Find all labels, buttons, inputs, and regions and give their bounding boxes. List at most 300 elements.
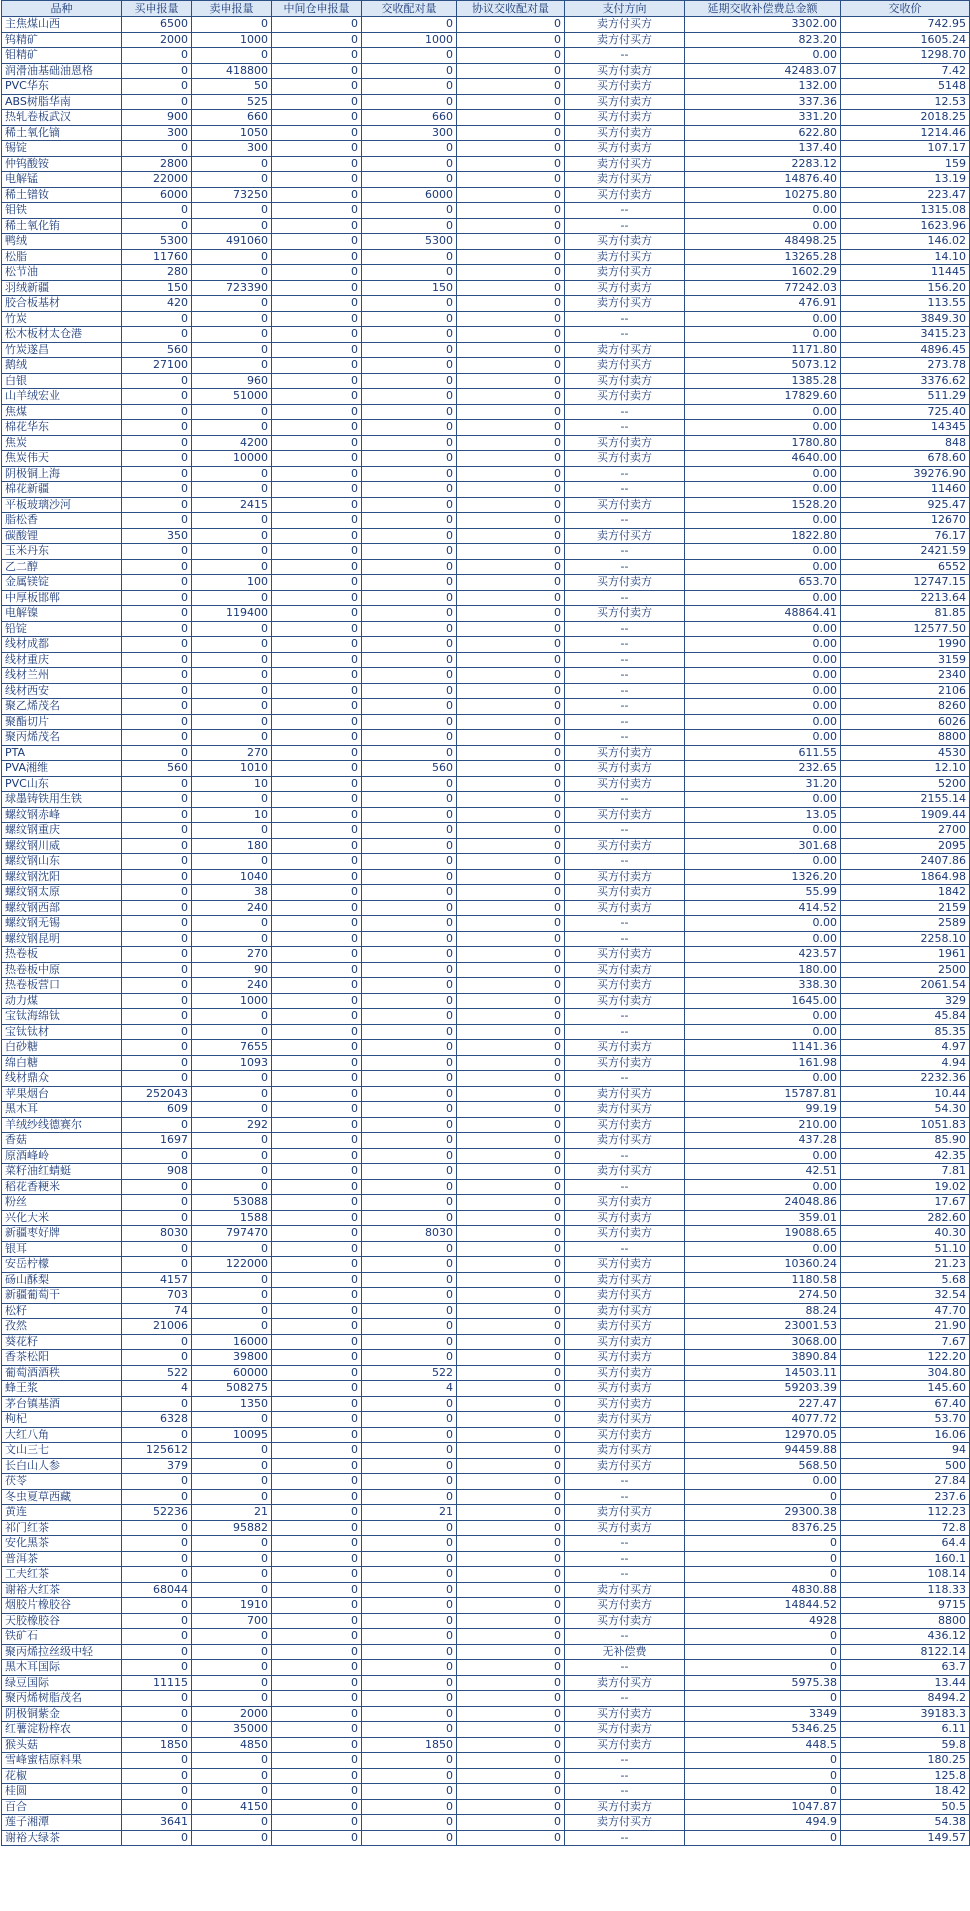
- compensation-total-cell: 0.00: [685, 916, 841, 932]
- delivery-price-cell: 107.17: [841, 141, 970, 157]
- payment-direction-cell: --: [565, 916, 685, 932]
- sell-declared-cell: 960: [192, 373, 272, 389]
- variety-cell: 鹅绒: [2, 358, 122, 374]
- compensation-total-cell: 0: [685, 1629, 841, 1645]
- intermediate-declared-cell: 0: [272, 1288, 362, 1304]
- intermediate-declared-cell: 0: [272, 1055, 362, 1071]
- sell-declared-cell: 0: [192, 1102, 272, 1118]
- delivery-matched-cell: 0: [362, 513, 457, 529]
- compensation-total-cell: 611.55: [685, 745, 841, 761]
- payment-direction-cell: 买方付卖方: [565, 234, 685, 250]
- delivery-price-cell: 2700: [841, 823, 970, 839]
- buy-declared-cell: 0: [122, 652, 192, 668]
- delivery-price-cell: 7.42: [841, 63, 970, 79]
- delivery-matched-cell: 0: [362, 1071, 457, 1087]
- delivery-matched-cell: 0: [362, 311, 457, 327]
- delivery-price-cell: 2340: [841, 668, 970, 684]
- table-row: [2, 1241, 970, 1257]
- delivery-matched-cell: 0: [362, 1691, 457, 1707]
- buy-declared-cell: 420: [122, 296, 192, 312]
- variety-cell: 润滑油基础油恩格: [2, 63, 122, 79]
- intermediate-declared-cell: 0: [272, 172, 362, 188]
- agreement-matched-cell: 0: [457, 962, 565, 978]
- buy-declared-cell: 0: [122, 203, 192, 219]
- compensation-total-cell: 99.19: [685, 1102, 841, 1118]
- variety-cell: ABS树脂华南: [2, 94, 122, 110]
- intermediate-declared-cell: 0: [272, 482, 362, 498]
- sell-declared-cell: 700: [192, 1613, 272, 1629]
- sell-declared-cell: 0: [192, 1644, 272, 1660]
- delivery-matched-cell: 0: [362, 249, 457, 265]
- variety-cell: 绿豆国际: [2, 1675, 122, 1691]
- agreement-matched-cell: 0: [457, 699, 565, 715]
- table-row: [2, 1598, 970, 1614]
- sell-declared-cell: 0: [192, 637, 272, 653]
- compensation-total-cell: 0.00: [685, 466, 841, 482]
- variety-cell: 聚乙烯茂名: [2, 699, 122, 715]
- table-row: [2, 1040, 970, 1056]
- agreement-matched-cell: 0: [457, 1427, 565, 1443]
- intermediate-declared-cell: 0: [272, 1272, 362, 1288]
- agreement-matched-cell: 0: [457, 885, 565, 901]
- agreement-matched-cell: 0: [457, 17, 565, 33]
- compensation-total-cell: 0: [685, 1644, 841, 1660]
- delivery-price-cell: 67.40: [841, 1396, 970, 1412]
- sell-declared-cell: 0: [192, 792, 272, 808]
- compensation-total-cell: 4928: [685, 1613, 841, 1629]
- variety-cell: 螺纹钢西部: [2, 900, 122, 916]
- intermediate-declared-cell: 0: [272, 1133, 362, 1149]
- delivery-price-cell: 3849.30: [841, 311, 970, 327]
- sell-declared-cell: 525: [192, 94, 272, 110]
- intermediate-declared-cell: 0: [272, 854, 362, 870]
- compensation-total-cell: 161.98: [685, 1055, 841, 1071]
- intermediate-declared-cell: 0: [272, 947, 362, 963]
- payment-direction-cell: 买方付卖方: [565, 807, 685, 823]
- delivery-matched-cell: 0: [362, 17, 457, 33]
- agreement-matched-cell: 0: [457, 110, 565, 126]
- delivery-price-cell: 13.19: [841, 172, 970, 188]
- variety-cell: 茯苓: [2, 1474, 122, 1490]
- delivery-matched-cell: 0: [362, 1474, 457, 1490]
- intermediate-declared-cell: 0: [272, 1551, 362, 1567]
- compensation-total-cell: 0: [685, 1551, 841, 1567]
- agreement-matched-cell: 0: [457, 497, 565, 513]
- agreement-matched-cell: 0: [457, 63, 565, 79]
- buy-declared-cell: 0: [122, 606, 192, 622]
- delivery-price-cell: 2500: [841, 962, 970, 978]
- compensation-total-cell: 3890.84: [685, 1350, 841, 1366]
- agreement-matched-cell: 0: [457, 807, 565, 823]
- table-row: [2, 373, 970, 389]
- delivery-matched-cell: 560: [362, 761, 457, 777]
- compensation-total-cell: 0: [685, 1489, 841, 1505]
- variety-cell: 蜂王浆: [2, 1381, 122, 1397]
- payment-direction-cell: 买方付卖方: [565, 187, 685, 203]
- sell-declared-cell: 0: [192, 1272, 272, 1288]
- buy-declared-cell: 11760: [122, 249, 192, 265]
- variety-cell: 线材兰州: [2, 668, 122, 684]
- table-row: [2, 792, 970, 808]
- agreement-matched-cell: 0: [457, 1288, 565, 1304]
- sell-declared-cell: 0: [192, 714, 272, 730]
- compensation-total-cell: 94459.88: [685, 1443, 841, 1459]
- table-row: [2, 1086, 970, 1102]
- buy-declared-cell: 0: [122, 544, 192, 560]
- delivery-matched-cell: 0: [362, 218, 457, 234]
- sell-declared-cell: 180: [192, 838, 272, 854]
- table-row: [2, 683, 970, 699]
- delivery-matched-cell: 0: [362, 528, 457, 544]
- delivery-price-cell: 50.5: [841, 1799, 970, 1815]
- compensation-total-cell: 568.50: [685, 1458, 841, 1474]
- compensation-total-cell: 132.00: [685, 79, 841, 95]
- delivery-price-cell: 2061.54: [841, 978, 970, 994]
- payment-direction-cell: --: [565, 792, 685, 808]
- payment-direction-cell: --: [565, 1148, 685, 1164]
- intermediate-declared-cell: 0: [272, 48, 362, 64]
- payment-direction-cell: --: [565, 1784, 685, 1800]
- delivery-price-cell: 4530: [841, 745, 970, 761]
- variety-cell: 线材鼎众: [2, 1071, 122, 1087]
- delivery-price-cell: 54.30: [841, 1102, 970, 1118]
- buy-declared-cell: 0: [122, 79, 192, 95]
- intermediate-declared-cell: 0: [272, 931, 362, 947]
- intermediate-declared-cell: 0: [272, 156, 362, 172]
- buy-declared-cell: 0: [122, 1427, 192, 1443]
- table-row: [2, 1474, 970, 1490]
- delivery-price-cell: 725.40: [841, 404, 970, 420]
- sell-declared-cell: 2415: [192, 497, 272, 513]
- compensation-total-cell: 227.47: [685, 1396, 841, 1412]
- intermediate-declared-cell: 0: [272, 544, 362, 560]
- delivery-price-cell: 2421.59: [841, 544, 970, 560]
- agreement-matched-cell: 0: [457, 1102, 565, 1118]
- variety-cell: 竹炭遂昌: [2, 342, 122, 358]
- agreement-matched-cell: 0: [457, 1350, 565, 1366]
- agreement-matched-cell: 0: [457, 296, 565, 312]
- intermediate-declared-cell: 0: [272, 1179, 362, 1195]
- compensation-total-cell: 823.20: [685, 32, 841, 48]
- buy-declared-cell: 0: [122, 1799, 192, 1815]
- buy-declared-cell: 0: [122, 482, 192, 498]
- agreement-matched-cell: 0: [457, 637, 565, 653]
- compensation-total-cell: 0.00: [685, 699, 841, 715]
- sell-declared-cell: 0: [192, 1567, 272, 1583]
- delivery-price-cell: 27.84: [841, 1474, 970, 1490]
- buy-declared-cell: 0: [122, 792, 192, 808]
- sell-declared-cell: 0: [192, 311, 272, 327]
- intermediate-declared-cell: 0: [272, 916, 362, 932]
- payment-direction-cell: 买方付卖方: [565, 885, 685, 901]
- intermediate-declared-cell: 0: [272, 1350, 362, 1366]
- variety-cell: 钨精矿: [2, 32, 122, 48]
- compensation-total-cell: 24048.86: [685, 1195, 841, 1211]
- buy-declared-cell: 0: [122, 869, 192, 885]
- buy-declared-cell: 8030: [122, 1226, 192, 1242]
- compensation-total-cell: 0.00: [685, 1474, 841, 1490]
- agreement-matched-cell: 0: [457, 513, 565, 529]
- intermediate-declared-cell: 0: [272, 1768, 362, 1784]
- buy-declared-cell: 0: [122, 327, 192, 343]
- sell-declared-cell: 0: [192, 1458, 272, 1474]
- variety-cell: 葡萄酒酒秩: [2, 1365, 122, 1381]
- intermediate-declared-cell: 0: [272, 637, 362, 653]
- sell-declared-cell: 0: [192, 1319, 272, 1335]
- buy-declared-cell: 0: [122, 1722, 192, 1738]
- payment-direction-cell: 买方付卖方: [565, 900, 685, 916]
- buy-declared-cell: 0: [122, 776, 192, 792]
- payment-direction-cell: 卖方付买方: [565, 32, 685, 48]
- delivery-matched-cell: 0: [362, 544, 457, 560]
- sell-declared-cell: 50: [192, 79, 272, 95]
- payment-direction-cell: 买方付卖方: [565, 497, 685, 513]
- header-delivery-matched: 交收配对量: [362, 1, 457, 17]
- delivery-price-cell: 2213.64: [841, 590, 970, 606]
- payment-direction-cell: --: [565, 1071, 685, 1087]
- compensation-total-cell: 301.68: [685, 838, 841, 854]
- delivery-price-cell: 12.10: [841, 761, 970, 777]
- intermediate-declared-cell: 0: [272, 714, 362, 730]
- compensation-total-cell: 42483.07: [685, 63, 841, 79]
- compensation-total-cell: 653.70: [685, 575, 841, 591]
- variety-cell: 天胶橡胶谷: [2, 1613, 122, 1629]
- variety-cell: 白银: [2, 373, 122, 389]
- table-row: [2, 1303, 970, 1319]
- buy-declared-cell: 0: [122, 993, 192, 1009]
- sell-declared-cell: 10: [192, 807, 272, 823]
- intermediate-declared-cell: 0: [272, 1784, 362, 1800]
- sell-declared-cell: 0: [192, 1768, 272, 1784]
- delivery-matched-cell: 0: [362, 1055, 457, 1071]
- compensation-total-cell: 0.00: [685, 792, 841, 808]
- delivery-matched-cell: 0: [362, 389, 457, 405]
- table-row: [2, 854, 970, 870]
- agreement-matched-cell: 0: [457, 668, 565, 684]
- delivery-price-cell: 1051.83: [841, 1117, 970, 1133]
- table-row: [2, 1644, 970, 1660]
- payment-direction-cell: --: [565, 931, 685, 947]
- variety-cell: 宝钛钛材: [2, 1024, 122, 1040]
- delivery-price-cell: 2095: [841, 838, 970, 854]
- buy-declared-cell: 0: [122, 962, 192, 978]
- intermediate-declared-cell: 0: [272, 32, 362, 48]
- intermediate-declared-cell: 0: [272, 1365, 362, 1381]
- sell-declared-cell: 270: [192, 947, 272, 963]
- agreement-matched-cell: 0: [457, 1272, 565, 1288]
- sell-declared-cell: 0: [192, 1164, 272, 1180]
- table-row: [2, 1536, 970, 1552]
- variety-cell: 聚丙烯树脂茂名: [2, 1691, 122, 1707]
- intermediate-declared-cell: 0: [272, 1753, 362, 1769]
- buy-declared-cell: 0: [122, 1520, 192, 1536]
- buy-declared-cell: 0: [122, 1071, 192, 1087]
- payment-direction-cell: 买方付卖方: [565, 141, 685, 157]
- delivery-price-cell: 5.68: [841, 1272, 970, 1288]
- delivery-price-cell: 112.23: [841, 1505, 970, 1521]
- intermediate-declared-cell: 0: [272, 1319, 362, 1335]
- delivery-price-cell: 742.95: [841, 17, 970, 33]
- agreement-matched-cell: 0: [457, 1412, 565, 1428]
- compensation-total-cell: 0: [685, 1691, 841, 1707]
- payment-direction-cell: 买方付卖方: [565, 1396, 685, 1412]
- delivery-matched-cell: 0: [362, 931, 457, 947]
- compensation-total-cell: 0.00: [685, 559, 841, 575]
- intermediate-declared-cell: 0: [272, 730, 362, 746]
- delivery-price-cell: 11460: [841, 482, 970, 498]
- table-row: [2, 1551, 970, 1567]
- sell-declared-cell: 0: [192, 1815, 272, 1831]
- buy-declared-cell: 0: [122, 559, 192, 575]
- payment-direction-cell: 卖方付买方: [565, 1443, 685, 1459]
- variety-cell: 热卷板中原: [2, 962, 122, 978]
- delivery-price-cell: 113.55: [841, 296, 970, 312]
- payment-direction-cell: 买方付卖方: [565, 606, 685, 622]
- delivery-matched-cell: 0: [362, 1644, 457, 1660]
- sell-declared-cell: 0: [192, 1784, 272, 1800]
- agreement-matched-cell: 0: [457, 683, 565, 699]
- agreement-matched-cell: 0: [457, 1040, 565, 1056]
- sell-declared-cell: 0: [192, 513, 272, 529]
- table-row: [2, 1799, 970, 1815]
- delivery-price-cell: 6552: [841, 559, 970, 575]
- compensation-total-cell: 31.20: [685, 776, 841, 792]
- delivery-matched-cell: 0: [362, 1257, 457, 1273]
- delivery-matched-cell: 0: [362, 1830, 457, 1846]
- agreement-matched-cell: 0: [457, 48, 565, 64]
- sell-declared-cell: 0: [192, 590, 272, 606]
- compensation-total-cell: 14844.52: [685, 1598, 841, 1614]
- delivery-price-cell: 282.60: [841, 1210, 970, 1226]
- delivery-matched-cell: 0: [362, 435, 457, 451]
- delivery-matched-cell: 0: [362, 141, 457, 157]
- intermediate-declared-cell: 0: [272, 1164, 362, 1180]
- buy-declared-cell: 4157: [122, 1272, 192, 1288]
- compensation-total-cell: 0.00: [685, 1024, 841, 1040]
- delivery-price-cell: 145.60: [841, 1381, 970, 1397]
- variety-cell: 松籽: [2, 1303, 122, 1319]
- compensation-total-cell: 210.00: [685, 1117, 841, 1133]
- payment-direction-cell: 卖方付买方: [565, 1582, 685, 1598]
- payment-direction-cell: 买方付卖方: [565, 1350, 685, 1366]
- table-row: [2, 1071, 970, 1087]
- variety-cell: 聚丙烯茂名: [2, 730, 122, 746]
- payment-direction-cell: --: [565, 218, 685, 234]
- variety-cell: 平板玻璃沙河: [2, 497, 122, 513]
- sell-declared-cell: 0: [192, 1753, 272, 1769]
- table-row: [2, 1737, 970, 1753]
- sell-declared-cell: 119400: [192, 606, 272, 622]
- compensation-total-cell: 0.00: [685, 714, 841, 730]
- intermediate-declared-cell: 0: [272, 234, 362, 250]
- table-row: [2, 125, 970, 141]
- sell-declared-cell: 38: [192, 885, 272, 901]
- delivery-matched-cell: 1000: [362, 32, 457, 48]
- payment-direction-cell: --: [565, 544, 685, 560]
- agreement-matched-cell: 0: [457, 1365, 565, 1381]
- compensation-total-cell: 0.00: [685, 854, 841, 870]
- table-row: [2, 1691, 970, 1707]
- sell-declared-cell: 0: [192, 931, 272, 947]
- compensation-total-cell: 15787.81: [685, 1086, 841, 1102]
- delivery-matched-cell: 0: [362, 1443, 457, 1459]
- payment-direction-cell: 买方付卖方: [565, 1210, 685, 1226]
- payment-direction-cell: --: [565, 466, 685, 482]
- variety-cell: 铅锭: [2, 621, 122, 637]
- sell-declared-cell: 0: [192, 420, 272, 436]
- delivery-price-cell: 13.44: [841, 1675, 970, 1691]
- table-row: [2, 358, 970, 374]
- table-row: [2, 621, 970, 637]
- compensation-total-cell: 0: [685, 1768, 841, 1784]
- compensation-total-cell: 1180.58: [685, 1272, 841, 1288]
- agreement-matched-cell: 0: [457, 1148, 565, 1164]
- compensation-total-cell: 14876.40: [685, 172, 841, 188]
- delivery-price-cell: 45.84: [841, 1009, 970, 1025]
- buy-declared-cell: 0: [122, 699, 192, 715]
- intermediate-declared-cell: 0: [272, 1117, 362, 1133]
- sell-declared-cell: 0: [192, 1629, 272, 1645]
- delivery-price-cell: 4896.45: [841, 342, 970, 358]
- sell-declared-cell: 90: [192, 962, 272, 978]
- buy-declared-cell: 0: [122, 807, 192, 823]
- delivery-matched-cell: 0: [362, 342, 457, 358]
- table-row: [2, 265, 970, 281]
- sell-declared-cell: 0: [192, 1086, 272, 1102]
- compensation-total-cell: 4830.88: [685, 1582, 841, 1598]
- agreement-matched-cell: 0: [457, 1815, 565, 1831]
- payment-direction-cell: 买方付卖方: [565, 1040, 685, 1056]
- variety-cell: 谢裕大红茶: [2, 1582, 122, 1598]
- intermediate-declared-cell: 0: [272, 1334, 362, 1350]
- table-row: [2, 1257, 970, 1273]
- delivery-price-cell: 125.8: [841, 1768, 970, 1784]
- buy-declared-cell: 0: [122, 1195, 192, 1211]
- sell-declared-cell: 0: [192, 404, 272, 420]
- sell-declared-cell: 0: [192, 1474, 272, 1490]
- intermediate-declared-cell: 0: [272, 993, 362, 1009]
- payment-direction-cell: --: [565, 590, 685, 606]
- delivery-matched-cell: 0: [362, 1148, 457, 1164]
- delivery-price-cell: 1214.46: [841, 125, 970, 141]
- header-payment-direction: 支付方向: [565, 1, 685, 17]
- delivery-matched-cell: 150: [362, 280, 457, 296]
- intermediate-declared-cell: 0: [272, 79, 362, 95]
- variety-cell: PVC华东: [2, 79, 122, 95]
- agreement-matched-cell: 0: [457, 1629, 565, 1645]
- table-row: [2, 838, 970, 854]
- agreement-matched-cell: 0: [457, 869, 565, 885]
- table-row: [2, 249, 970, 265]
- variety-cell: 动力煤: [2, 993, 122, 1009]
- delivery-price-cell: 5200: [841, 776, 970, 792]
- delivery-price-cell: 180.25: [841, 1753, 970, 1769]
- variety-cell: 稀土镨钕: [2, 187, 122, 203]
- intermediate-declared-cell: 0: [272, 125, 362, 141]
- sell-declared-cell: 1040: [192, 869, 272, 885]
- delivery-price-cell: 12747.15: [841, 575, 970, 591]
- variety-cell: 螺纹钢重庆: [2, 823, 122, 839]
- sell-declared-cell: 4200: [192, 435, 272, 451]
- buy-declared-cell: 5300: [122, 234, 192, 250]
- intermediate-declared-cell: 0: [272, 1102, 362, 1118]
- sell-declared-cell: 0: [192, 296, 272, 312]
- delivery-matched-cell: 0: [362, 327, 457, 343]
- delivery-matched-cell: 0: [362, 1567, 457, 1583]
- table-row: [2, 1334, 970, 1350]
- payment-direction-cell: 买方付卖方: [565, 373, 685, 389]
- table-row: [2, 17, 970, 33]
